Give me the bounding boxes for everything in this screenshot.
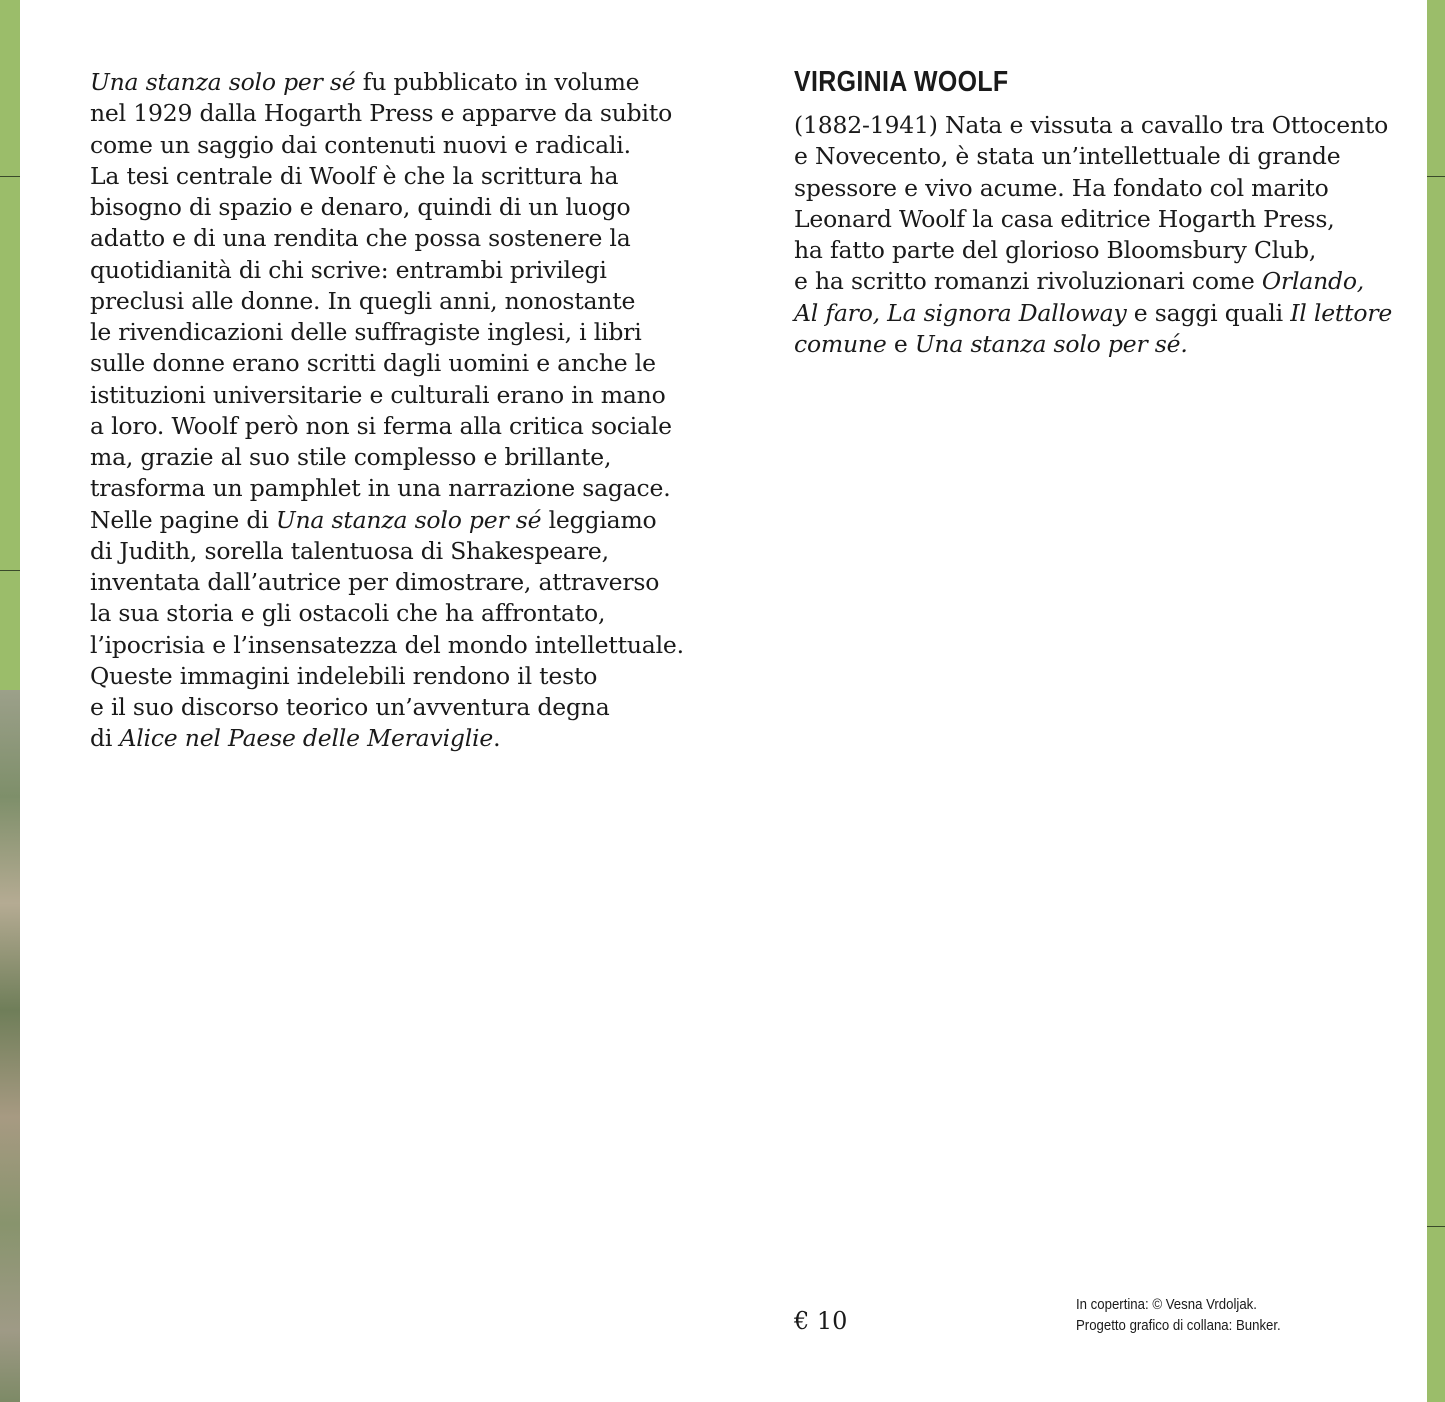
cover-credit: In copertina: © Vesna Vrdoljak. xyxy=(1076,1296,1257,1313)
text-run: e saggi quali xyxy=(1126,298,1291,327)
text-line xyxy=(90,723,670,754)
text-run: preclusi alle donne. In quegli anni, nonostante xyxy=(90,286,636,315)
text-line xyxy=(90,380,670,411)
text-run: ha fatto parte del glorioso Bloomsbury Club, xyxy=(794,236,1317,264)
text-run: l’ipocrisia e l’insensatezza del mondo intellettuale. xyxy=(90,630,684,659)
crop-mark xyxy=(1427,176,1445,177)
credits xyxy=(1076,1294,1309,1336)
text-run: nel 1929 dalla Hogarth Press e apparve da subito xyxy=(90,99,673,128)
text-run: (1882-1941) Nata e vissuta a cavallo tra Ottocento xyxy=(794,111,1389,139)
text-run: di Judith, sorella talentuosa di Shakespeare, xyxy=(90,536,609,565)
text-run: inventata dall’autrice per dimostrare, attraverso xyxy=(90,568,660,596)
text-line xyxy=(90,536,670,567)
text-run: la sua storia e gli ostacoli che ha affrontato, xyxy=(90,599,606,628)
text-line xyxy=(794,110,1389,141)
text-line xyxy=(90,473,670,504)
text-line xyxy=(90,442,670,473)
text-run: di xyxy=(90,724,120,753)
text-line xyxy=(90,661,670,692)
text-line xyxy=(794,298,1393,329)
text-line xyxy=(90,67,670,98)
crop-mark xyxy=(0,570,20,571)
text-run: istituzioni universitarie e culturali erano in mano xyxy=(90,380,666,409)
author-name: VIRGINIA WOOLF xyxy=(794,66,1009,98)
italic-title: Il lettore xyxy=(1290,298,1393,327)
design-credit: Progetto grafico di collana: Bunker. xyxy=(1076,1317,1281,1334)
text-run: le rivendicazioni delle suffragiste inglesi, i libri xyxy=(90,318,642,346)
text-line xyxy=(90,98,673,129)
crop-mark xyxy=(0,176,20,177)
text-run: ma, grazie al suo stile complesso e brillante, xyxy=(90,443,612,471)
text-run: e Novecento, è stata un’intellettuale di grande xyxy=(794,142,1341,171)
text-line xyxy=(90,598,670,629)
text-line xyxy=(90,286,670,317)
text-line xyxy=(794,204,1374,235)
text-run: e il suo discorso teorico un’avventura degna xyxy=(90,693,610,721)
text-run: e xyxy=(886,329,915,358)
author-bio xyxy=(794,110,1393,360)
text-line xyxy=(90,348,670,379)
text-line xyxy=(794,173,1374,204)
text-line xyxy=(90,505,670,536)
text-run: fu pubblicato in volume xyxy=(355,68,640,96)
italic-title: Orlando, xyxy=(1261,267,1365,296)
text-run: La tesi centrale di Woolf è che la scrittura ha xyxy=(90,161,619,190)
text-line xyxy=(90,255,670,286)
crop-mark xyxy=(1427,1226,1445,1227)
text-line xyxy=(794,235,1374,266)
text-run: a loro. Woolf però non si ferma alla critica sociale xyxy=(90,411,672,440)
italic-title: Al faro, La signora Dalloway xyxy=(794,298,1127,327)
right-color-band xyxy=(1427,0,1445,1402)
text-line xyxy=(90,411,670,442)
text-line xyxy=(90,317,670,348)
text-line xyxy=(90,192,670,223)
italic-title: Alice nel Paese delle Meraviglie xyxy=(119,724,494,753)
text-run: Queste immagini indelebili rendono il testo xyxy=(90,661,598,690)
text-line xyxy=(90,630,684,661)
text-line xyxy=(794,329,1374,360)
italic-title: Una stanza solo per sé xyxy=(275,505,542,534)
italic-title: Una stanza solo per sé xyxy=(90,68,356,96)
italic-title: comune xyxy=(794,329,887,358)
text-run: sulle donne erano scritti dagli uomini e anche le xyxy=(90,349,656,378)
text-run: . xyxy=(493,724,501,753)
text-run: e ha scritto romanzi rivoluzionari come xyxy=(794,267,1262,296)
cover-art-strip xyxy=(0,690,20,1402)
price: € 10 xyxy=(794,1307,848,1335)
text-run: bisogno di spazio e denaro, quindi di un luogo xyxy=(90,193,631,221)
text-run: spessore e vivo acume. Ha fondato col marito xyxy=(794,173,1329,202)
book-blurb xyxy=(90,67,684,755)
text-line xyxy=(794,266,1374,297)
text-line xyxy=(794,141,1374,172)
text-run: quotidianità di chi scrive: entrambi privilegi xyxy=(90,255,607,284)
text-run: come un saggio dai contenuti nuovi e radicali. xyxy=(90,130,631,159)
text-run: adatto e di una rendita che possa sostenere la xyxy=(90,224,631,253)
text-line xyxy=(90,567,670,598)
text-run: trasforma un pamphlet in una narrazione sagace. xyxy=(90,474,671,503)
text-line xyxy=(90,130,670,161)
text-line xyxy=(90,161,670,192)
text-run: Nelle pagine di xyxy=(90,505,276,534)
text-line xyxy=(90,223,670,254)
text-run: leggiamo xyxy=(541,505,657,534)
text-line xyxy=(90,692,670,723)
italic-title: Una stanza solo per sé. xyxy=(914,329,1188,358)
text-run: Leonard Woolf la casa editrice Hogarth Press, xyxy=(794,204,1335,233)
